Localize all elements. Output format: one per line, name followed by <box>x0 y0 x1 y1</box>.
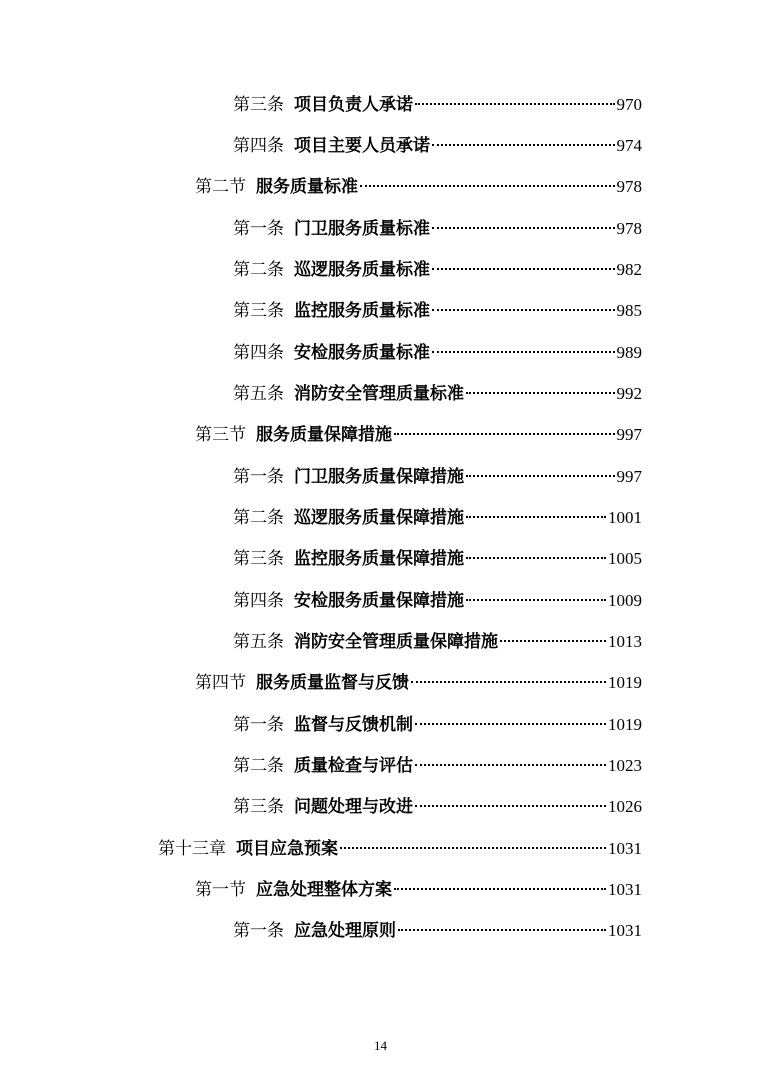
toc-entry-page: 1013 <box>608 632 642 651</box>
toc-entry-title: 服务质量监督与反馈 <box>256 673 409 693</box>
toc-dot-leader <box>432 268 615 270</box>
toc-entry[interactable] <box>195 172 642 202</box>
toc-entry-page: 997 <box>616 425 642 444</box>
toc-entry-number: 第五条 <box>233 632 284 652</box>
toc-entry-title: 服务质量保障措施 <box>256 425 392 445</box>
toc-entry-page: 989 <box>616 343 642 362</box>
toc-entry-number: 第五条 <box>233 384 284 404</box>
toc-dot-leader <box>500 640 606 642</box>
toc-entry[interactable] <box>233 916 642 946</box>
toc-entry-page: 997 <box>616 467 642 486</box>
toc-dot-leader <box>432 144 615 146</box>
toc-entry[interactable] <box>233 296 642 326</box>
toc-entry-page: 1023 <box>608 756 642 775</box>
toc-entry-page: 992 <box>616 384 642 403</box>
toc-entry-title: 问题处理与改进 <box>294 797 413 817</box>
toc-entry-title: 监督与反馈机制 <box>294 715 413 735</box>
toc-entry-page: 978 <box>616 177 642 196</box>
toc-entry-page: 974 <box>616 136 642 155</box>
toc-entry-number: 第一条 <box>233 219 284 239</box>
toc-entry[interactable] <box>233 710 642 740</box>
toc-entry-number: 第一条 <box>233 467 284 487</box>
toc-entry-title: 应急处理整体方案 <box>256 880 392 900</box>
toc-entry-number: 第一条 <box>233 715 284 735</box>
toc-dot-leader <box>415 723 606 725</box>
toc-entry[interactable] <box>233 255 642 285</box>
toc-entry-title: 门卫服务质量保障措施 <box>294 467 464 487</box>
toc-entry[interactable] <box>233 751 642 781</box>
toc-dot-leader <box>394 888 606 890</box>
toc-entry[interactable] <box>233 544 642 574</box>
toc-entry[interactable] <box>233 131 642 161</box>
toc-dot-leader <box>394 433 615 435</box>
toc-dot-leader <box>466 392 615 394</box>
toc-entry[interactable] <box>233 462 642 492</box>
toc-dot-leader <box>415 764 606 766</box>
toc-entry-number: 第三条 <box>233 549 284 569</box>
toc-entry-page: 985 <box>616 301 642 320</box>
toc-entry-number: 第四条 <box>233 343 284 363</box>
toc-entry-page: 1019 <box>608 715 642 734</box>
toc-dot-leader <box>432 227 615 229</box>
toc-entry-title: 监控服务质量保障措施 <box>294 549 464 569</box>
toc-entry-number: 第一条 <box>233 921 284 941</box>
toc-dot-leader <box>360 185 615 187</box>
toc-entry-title: 服务质量标准 <box>256 177 358 197</box>
toc-entry-page: 1026 <box>608 797 642 816</box>
toc-entry-number: 第四条 <box>233 591 284 611</box>
toc-entry[interactable] <box>233 338 642 368</box>
toc-dot-leader <box>398 929 606 931</box>
toc-dot-leader <box>411 681 606 683</box>
toc-entry-title: 巡逻服务质量标准 <box>294 260 430 280</box>
toc-entry-page: 970 <box>616 95 642 114</box>
toc-entry[interactable] <box>195 668 642 698</box>
toc-entry-number: 第十三章 <box>158 839 226 859</box>
toc-entry-page: 1009 <box>608 591 642 610</box>
toc-entry-page: 1031 <box>608 880 642 899</box>
toc-dot-leader <box>415 103 615 105</box>
toc-dot-leader <box>415 805 606 807</box>
toc-entry[interactable] <box>195 420 642 450</box>
toc-entry-title: 项目应急预案 <box>236 839 338 859</box>
toc-dot-leader <box>432 351 615 353</box>
toc-entry-page: 1019 <box>608 673 642 692</box>
toc-entry-title: 项目负责人承诺 <box>294 95 413 115</box>
toc-entry[interactable] <box>233 586 642 616</box>
toc-entry[interactable] <box>233 90 642 120</box>
toc-entry-title: 安检服务质量标准 <box>294 343 430 363</box>
toc-entry-title: 安检服务质量保障措施 <box>294 591 464 611</box>
toc-entry-number: 第三节 <box>195 425 246 445</box>
toc-entry-page: 1001 <box>608 508 642 527</box>
toc-entry-title: 质量检查与评估 <box>294 756 413 776</box>
toc-entry-title: 巡逻服务质量保障措施 <box>294 508 464 528</box>
toc-entry-title: 消防安全管理质量保障措施 <box>294 632 498 652</box>
page-number: 14 <box>374 1038 387 1053</box>
toc-entry[interactable] <box>233 379 642 409</box>
toc-entry-number: 第二节 <box>195 177 246 197</box>
toc-entry-number: 第四条 <box>233 136 284 156</box>
toc-entry-page: 978 <box>616 219 642 238</box>
toc-entry-number: 第三条 <box>233 301 284 321</box>
toc-entry-number: 第三条 <box>233 95 284 115</box>
toc-entry[interactable] <box>195 875 642 905</box>
toc-entry-page: 1031 <box>608 839 642 858</box>
toc-entry-page: 982 <box>616 260 642 279</box>
toc-entry-number: 第二条 <box>233 508 284 528</box>
toc-entry-number: 第二条 <box>233 260 284 280</box>
toc-entry-title: 消防安全管理质量标准 <box>294 384 464 404</box>
toc-entry-number: 第四节 <box>195 673 246 693</box>
toc-entry-title: 监控服务质量标准 <box>294 301 430 321</box>
toc-dot-leader <box>466 599 606 601</box>
toc-dot-leader <box>466 475 615 477</box>
toc-entry-title: 应急处理原则 <box>294 921 396 941</box>
toc-entry[interactable] <box>233 627 642 657</box>
toc-entry-page: 1031 <box>608 921 642 940</box>
toc-entry-title: 门卫服务质量标准 <box>294 219 430 239</box>
toc-dot-leader <box>466 557 606 559</box>
toc-dot-leader <box>432 309 615 311</box>
toc-entry-number: 第二条 <box>233 756 284 776</box>
toc-entry[interactable] <box>233 503 642 533</box>
toc-entry[interactable] <box>233 214 642 244</box>
toc-dot-leader <box>340 847 606 849</box>
toc-entry[interactable] <box>158 834 642 864</box>
toc-entry[interactable] <box>233 792 642 822</box>
toc-entry-number: 第三条 <box>233 797 284 817</box>
toc-entry-title: 项目主要人员承诺 <box>294 136 430 156</box>
toc-entry-number: 第一节 <box>195 880 246 900</box>
toc-entry-page: 1005 <box>608 549 642 568</box>
toc-dot-leader <box>466 516 606 518</box>
